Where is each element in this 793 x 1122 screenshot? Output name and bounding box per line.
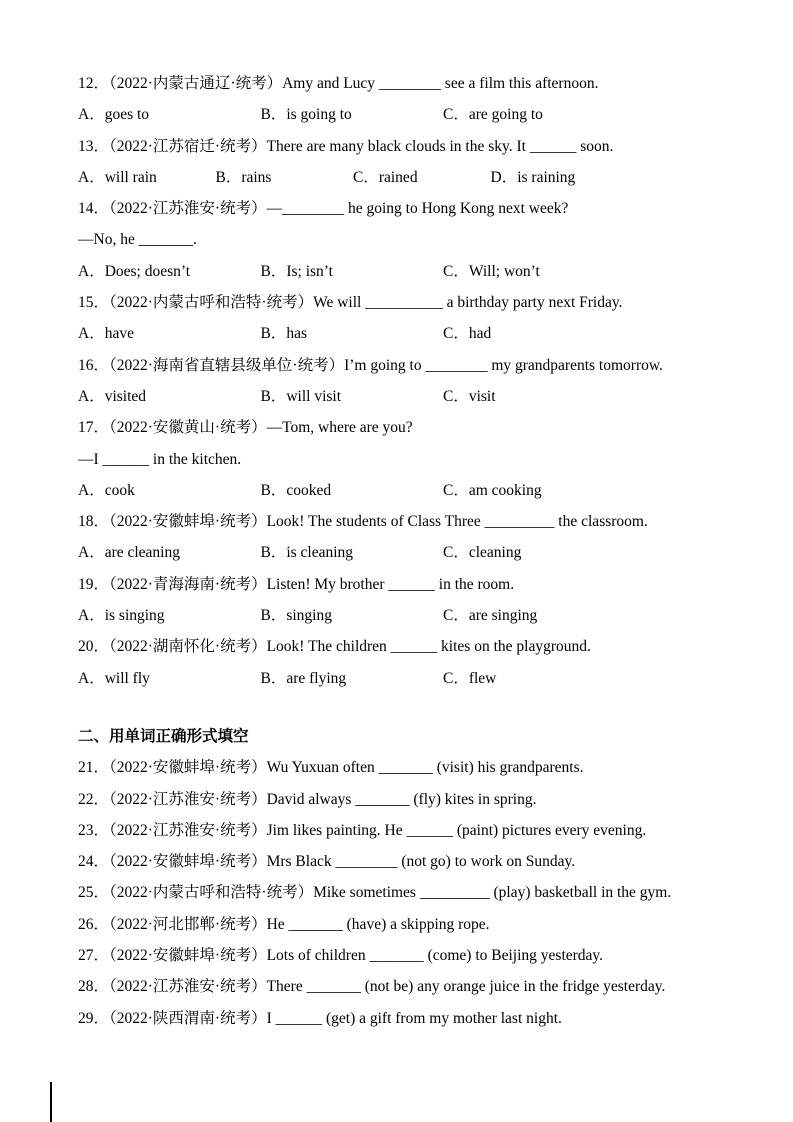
option-choice: C．Will; won’t [443,262,540,280]
question-stem: 20．（2022·湖南怀化·统考）Look! The children ______ kites on the playground. [78,638,591,656]
question-20 [78,631,725,694]
question-stem: 21．（2022·安徽蚌埠·统考）Wu Yuxuan often _______ (visit) his grandparents. [78,759,584,777]
question-26 [78,909,725,940]
option-choice: D．is raining [490,168,576,186]
options-row [78,318,725,349]
option-choice: C．am cooking [443,481,542,499]
question-stem: 24．（2022·安徽蚌埠·统考）Mrs Black ________ (not go) to work on Sunday. [78,853,576,871]
question-16 [78,350,725,413]
option-choice: A．are cleaning [78,544,180,562]
option-choice: A．cook [78,481,135,499]
question-stem: 17．（2022·安徽黄山·统考）—Tom, where are you? [78,419,413,437]
options-row [78,381,725,412]
option-choice: B．rains [215,168,272,186]
option-choice: A．is singing [78,607,165,625]
question-28 [78,971,725,1002]
option-choice: B．Is; isn’t [260,262,333,280]
option-choice: B．singing [260,607,332,625]
section-title-fill-in: 二、用单词正确形式填空 [78,727,249,745]
question-stem: 16．（2022·海南省直辖县级单位·统考）I’m going to ________ my grandparents tomorrow. [78,356,663,374]
question-18 [78,506,725,569]
options-row [78,162,725,193]
option-choice: B．are flying [260,669,347,687]
option-choice: A．Does; doesn’t [78,262,191,280]
worksheet-content [78,68,725,1034]
question-24 [78,846,725,877]
question-19 [78,569,725,632]
option-choice: C．visit [443,387,496,405]
question-stem: 12．（2022·内蒙古通辽·统考）Amy and Lucy ________ see a film this afternoon. [78,75,599,92]
option-choice: B．is cleaning [260,544,354,562]
question-29 [78,1003,725,1034]
question-stem: 28．（2022·江苏淮安·统考）There _______ (not be) any orange juice in the fridge yesterday. [78,978,666,996]
options-row [78,600,725,631]
question-stem-continued: —No, he _______. [78,231,197,249]
scan-artifact-line [50,1082,52,1122]
options-row [78,99,725,130]
options-row [78,475,725,506]
question-stem: 25．（2022·内蒙古呼和浩特·统考）Mike sometimes _________ (play) basketball in the gym. [78,884,672,902]
option-choice: B．has [260,325,308,343]
option-choice: C．rained [353,168,418,186]
question-stem: 18．（2022·安徽蚌埠·统考）Look! The students of Class Three _________ the classroom. [78,513,648,531]
options-row [78,537,725,568]
question-17 [78,412,725,506]
question-22 [78,784,725,815]
question-14 [78,193,725,287]
question-stem: 14．（2022·江苏淮安·统考）—________ he going to Hong Kong next week? [78,200,569,218]
question-15 [78,287,725,350]
option-choice: C．are going to [443,106,543,124]
question-stem: 15．（2022·内蒙古呼和浩特·统考）We will __________ a birthday party next Friday. [78,294,623,312]
option-choice: A．will fly [78,669,150,687]
question-27 [78,940,725,971]
question-stem: 26．（2022·河北邯郸·统考）He _______ (have) a skipping rope. [78,915,490,933]
options-row [78,256,725,287]
option-choice: A．have [78,325,134,343]
option-choice: A．visited [78,387,147,405]
option-choice: B．cooked [260,481,332,499]
option-choice: C．flew [443,669,497,687]
question-stem: 13．（2022·江苏宿迁·统考）There are many black clouds in the sky. It ______ soon. [78,137,614,155]
option-choice: B．is going to [260,106,352,124]
question-stem: 22．（2022·江苏淮安·统考）David always _______ (fly) kites in spring. [78,790,537,808]
question-stem: 29．（2022·陕西渭南·统考）I ______ (get) a gift from my mother last night. [78,1009,562,1027]
option-choice: C．had [443,325,492,343]
question-stem: 23．（2022·江苏淮安·统考）Jim likes painting. He ______ (paint) pictures every evening. [78,821,647,839]
question-stem-continued: —I ______ in the kitchen. [78,450,242,468]
question-stem: 27．（2022·安徽蚌埠·统考）Lots of children _______ (come) to Beijing yesterday. [78,947,604,965]
question-25 [78,877,725,908]
question-12 [78,68,725,131]
option-choice: C．cleaning [443,544,522,562]
option-choice: C．are singing [443,607,538,625]
question-23 [78,815,725,846]
options-row [78,663,725,694]
question-13 [78,131,725,194]
question-21 [78,752,725,783]
option-choice: A．will rain [78,168,157,186]
option-choice: A．goes to [78,106,150,124]
question-stem: 19．（2022·青海海南·统考）Listen! My brother ______ in the room. [78,575,515,593]
option-choice: B．will visit [260,387,342,405]
